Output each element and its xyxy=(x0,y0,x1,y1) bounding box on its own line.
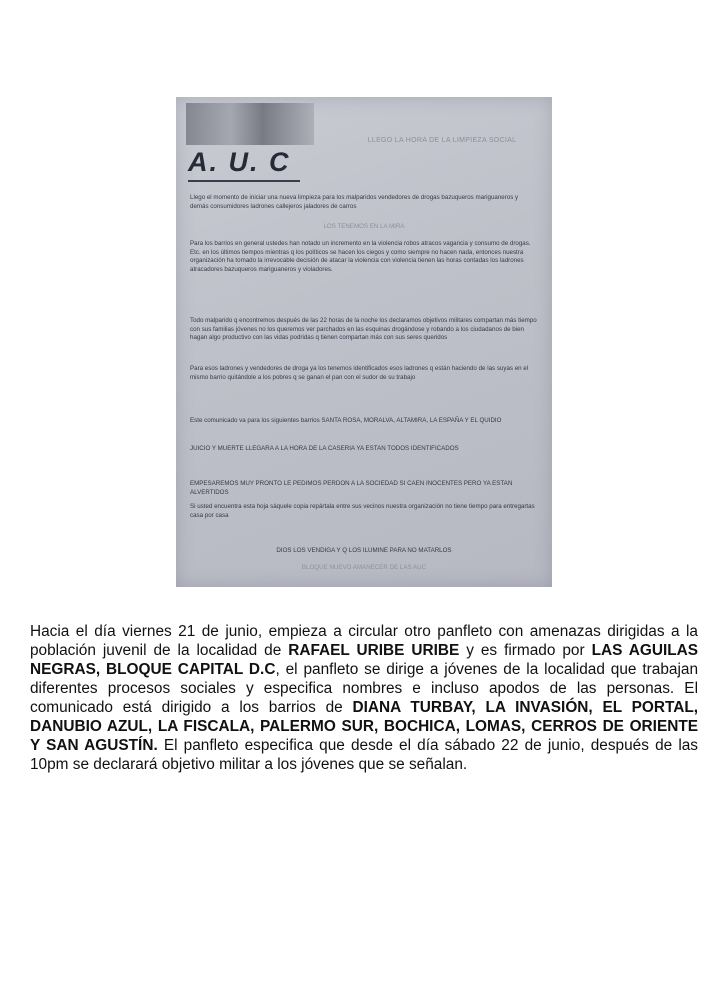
pamphlet-slogan: LLEGO LA HORA DE LA LIMPIEZA SOCIAL xyxy=(367,137,517,144)
pamphlet-signature: BLOQUE NUEVO AMANECER DE LAS AUC xyxy=(301,564,427,571)
pamphlet-intro: Llego el momento de iniciar una nueva limpieza para los malparidos vendedores de drogas bazuqueros mariguaneros y demás consumidores ladrones callejeros jaladores de carros xyxy=(190,194,519,210)
text-run: , el panfleto se dirige a jóvenes de la localidad que trabajan diferentes procesos sociales y especifica nombres e incluso apodos de las personas. El comunicado está dirigido a los barrios de xyxy=(30,661,698,716)
text-run: El panfleto especifica que desde el día sábado 22 de junio, después de las 10pm se declarará objetivo militar a los jóvenes que se señalan. xyxy=(30,737,698,773)
pamphlet-photo xyxy=(176,97,552,587)
pamphlet-paragraph-4: Este comunicado va para los siguientes barrios SANTA ROSA, MORALVA, ALTAMIRA, LA ESPAÑA Y EL QUIDIO xyxy=(190,417,502,424)
pamphlet-paragraph-3: Para esos ladrones y vendedores de droga ya los tenemos identificados esos ladrones q están haciendo de las suyas en el mismo barrio quitándole a los pobres q se ganan el pan con el sudor de su trabajo xyxy=(190,365,529,381)
bold-run: DIANA TURBAY, LA INVASIÓN, EL PORTAL, DANUBIO AZUL, LA FISCALA, PALERMO SUR, BOCHICA, LOMAS, CERROS DE ORIENTE Y SAN AGUSTÍN. xyxy=(30,699,699,754)
pamphlet-paragraph-5: JUICIO Y MUERTE LLEGARA A LA HORA DE LA CASERIA YA ESTAN TODOS IDENTIFICADOS xyxy=(190,445,459,452)
pamphlet-paragraph-6: EMPESAREMOS MUY PRONTO LE PEDIMOS PERDON A LA SOCIEDAD SI CAEN INOCENTES PERO YA ESTAN ALVERTIDOS xyxy=(190,480,513,496)
bold-run: LAS AGUILAS NEGRAS, BLOQUE CAPITAL D.C xyxy=(30,642,699,678)
pamphlet-paragraph-1: Para los barrios en general ustedes han notado un incremento en la violencia robos atracos vagancia y consumo de drogas. Etc. en los últimos tiempos mientras q los políticos se hacen los ciegos y como siempre no hacen nada, entonces nuestra organización ha tomado la irrevocable decisión de atacar la violencia con violencia tienen las horas contadas los ladrones atracadores bazuqueros mariguaneros y violadores. xyxy=(190,240,531,273)
pamphlet-title: A. U. C xyxy=(188,147,291,177)
pamphlet-paragraph-8: DIOS LOS VENDIGA Y Q LOS ILUMINE PARA NO MATARLOS xyxy=(276,547,452,554)
title-underline xyxy=(188,180,300,182)
pamphlet-paragraph-7: Si usted encuentra esta hoja sáquele copia repártala entre sus vecinos nuestra organización no tiene tiempo para entregartas casa por casa xyxy=(190,503,535,519)
body-paragraph xyxy=(30,622,698,822)
pamphlet-paragraph-2: Todo malparido q encontremos después de las 22 horas de la noche los declaramos objetivos militares compartan más tiempo con sus familias jóvenes no los queremos ver parchados en las esquinas drogándose y robando a los ciudadanos de bien hagan algo productivo con las vidas podridas q tienen compartan más con sus seres queridos xyxy=(190,317,537,342)
bold-run: RAFAEL URIBE URIBE xyxy=(288,642,460,659)
pamphlet-heading: LOS TENEMOS EN LA MIRA xyxy=(323,223,405,230)
pamphlet-header-image xyxy=(186,103,314,145)
text-run: y es firmado por xyxy=(459,642,592,659)
text-run: Hacia el día viernes 21 de junio, empieza a circular otro panfleto con amenazas dirigidas a la población juvenil de la localidad de xyxy=(30,623,698,659)
